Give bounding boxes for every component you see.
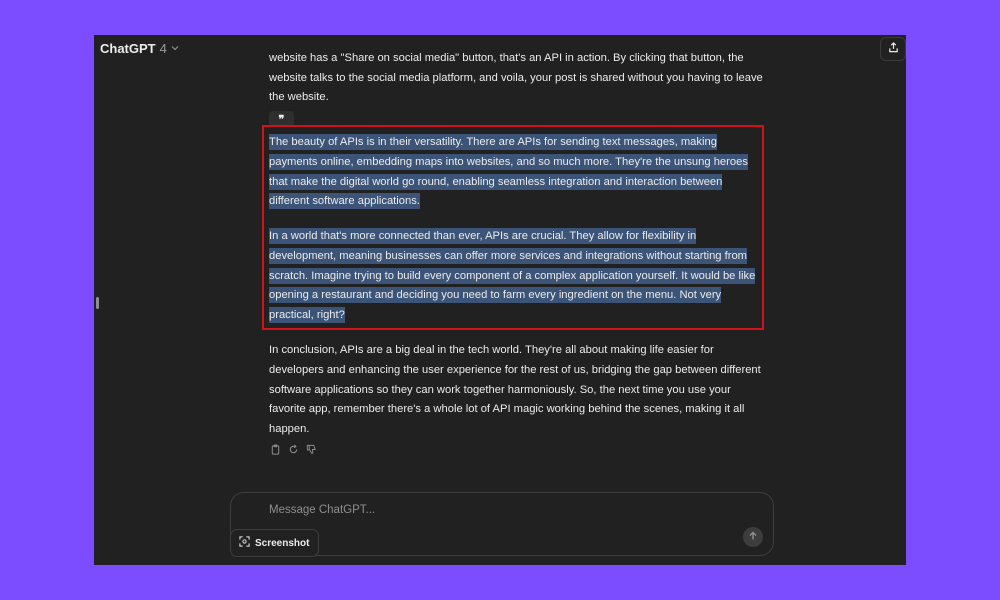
send-button[interactable]	[743, 527, 763, 547]
message-paragraph: In conclusion, APIs are a big deal in the tech world. They're all about making life easier for developers and enhancing the user experience for the rest of us, bridging the gap between different software applications so they can work together harmoniously. So, the next time you use your favorite app, remember there's a whole lot of API magic working behind the scenes, making it all happen.	[269, 344, 761, 436]
model-version: 4	[159, 41, 167, 56]
chatgpt-window	[94, 35, 906, 565]
highlight-annotation-box	[262, 125, 764, 330]
selected-text: The beauty of APIs is in their versatility. There are APIs for sending text messages, making payments online, embedding maps into websites, and so much more. They're the unsung heroes that make the digital world go round, enabling seamless integration and interaction between different software applications.	[269, 136, 748, 208]
thumbs-down-icon[interactable]	[305, 443, 317, 455]
message-paragraph: website has a "Share on social media" button, that's an API in action. By clicking that button, the website talks to the social media platform, and voila, your post is shared without you having to leave the website.	[269, 52, 763, 103]
screenshot-button[interactable]	[230, 529, 319, 557]
arrow-up-icon	[748, 528, 758, 546]
screenshot-icon	[239, 536, 250, 550]
assistant-message-top	[269, 52, 764, 117]
copy-icon[interactable]	[269, 443, 281, 455]
message-actions	[269, 443, 317, 455]
model-selector[interactable]	[100, 41, 179, 56]
conclusion-paragraph	[269, 341, 764, 440]
message-input[interactable]: Message ChatGPT...	[269, 504, 376, 516]
share-upload-icon	[888, 40, 899, 58]
regenerate-icon[interactable]	[287, 443, 299, 455]
selected-text: In a world that's more connected than ever, APIs are crucial. They allow for flexibility in development, meaning businesses can offer more services and integrations without starting from scratch. Imagine trying to build every component of a complex application yourself. It would be like opening a restaurant and deciding you need to farm every ingredient on the menu. Not very practical, right?	[269, 230, 756, 322]
chevron-down-icon	[171, 44, 179, 54]
share-button[interactable]	[880, 37, 906, 61]
screenshot-label: Screenshot	[255, 537, 310, 549]
sidebar-toggle-handle[interactable]	[96, 297, 99, 309]
quote-icon: ❞	[278, 113, 285, 126]
model-name: ChatGPT	[100, 41, 156, 56]
